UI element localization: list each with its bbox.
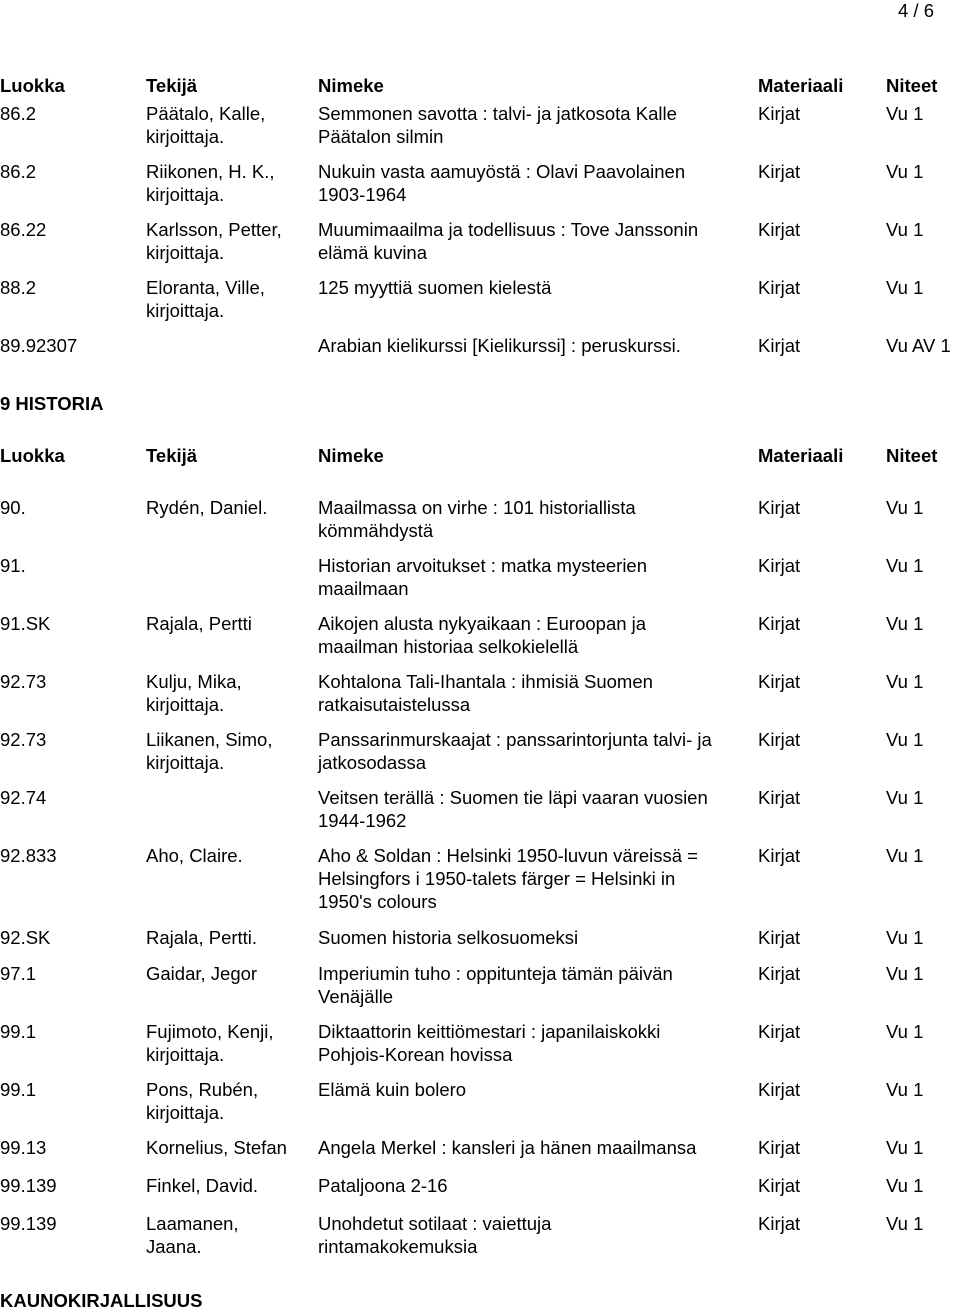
cell-nimeke: Diktaattorin keittiömestari : japanilaiskokki Pohjois-Korean hovissa (318, 1021, 661, 1065)
page-number: 4 / 6 (898, 0, 934, 21)
cell-materiaali: Kirjat (758, 927, 801, 948)
header-luokka: Luokka (0, 75, 65, 96)
cell-luokka: 99.1 (0, 1079, 37, 1100)
cell-tekija: Karlsson, Petter, kirjoittaja. (146, 219, 282, 263)
cell-luokka: 88.2 (0, 277, 37, 298)
cell-materiaali: Kirjat (758, 1021, 801, 1042)
cell-nimeke: Semmonen savotta : talvi- ja jatkosota Kalle Päätalon silmin (318, 103, 677, 147)
header-tekija: Tekijä (146, 445, 198, 466)
header-materiaali: Materiaali (758, 75, 844, 96)
cell-materiaali: Kirjat (758, 277, 801, 298)
cell-tekija: Eloranta, Ville, kirjoittaja. (146, 277, 265, 321)
cell-niteet: Vu 1 (886, 845, 924, 866)
cell-materiaali: Kirjat (758, 1213, 801, 1234)
cell-luokka: 92.74 (0, 787, 47, 808)
cell-tekija: Aho, Claire. (146, 845, 243, 866)
cell-luokka: 99.139 (0, 1175, 57, 1196)
cell-luokka: 92.SK (0, 927, 51, 948)
cell-niteet: Vu 1 (886, 1175, 924, 1196)
cell-tekija: Rajala, Pertti (146, 613, 252, 634)
header-niteet: Niteet (886, 445, 938, 466)
cell-luokka: 92.73 (0, 671, 47, 692)
cell-luokka: 91. (0, 555, 26, 576)
cell-niteet: Vu 1 (886, 219, 924, 240)
cell-materiaali: Kirjat (758, 963, 801, 984)
cell-materiaali: Kirjat (758, 613, 801, 634)
cell-materiaali: Kirjat (758, 787, 801, 808)
cell-nimeke: Historian arvoitukset : matka mysteerien maailmaan (318, 555, 648, 599)
cell-nimeke: Maailmassa on virhe : 101 historiallista kömmähdystä (318, 497, 636, 541)
header-nimeke: Nimeke (318, 445, 384, 466)
cell-luokka: 86.2 (0, 161, 37, 182)
cell-materiaali: Kirjat (758, 1079, 801, 1100)
cell-niteet: Vu 1 (886, 277, 924, 298)
cell-materiaali: Kirjat (758, 555, 801, 576)
cell-niteet: Vu 1 (886, 671, 924, 692)
cell-nimeke: Kohtalona Tali-Ihantala : ihmisiä Suomen ratkaisutaistelussa (318, 671, 653, 715)
cell-niteet: Vu 1 (886, 1213, 924, 1234)
cell-niteet: Vu 1 (886, 1021, 924, 1042)
cell-niteet: Vu 1 (886, 103, 924, 124)
cell-luokka: 86.22 (0, 219, 47, 240)
cell-tekija: Fujimoto, Kenji, kirjoittaja. (146, 1021, 274, 1065)
cell-nimeke: Aho & Soldan : Helsinki 1950-luvun väreissä = Helsingfors i 1950-talets färger = Helsinki in 1950's colours (318, 845, 698, 912)
header-tekija: Tekijä (146, 75, 198, 96)
cell-materiaali: Kirjat (758, 1175, 801, 1196)
cell-nimeke: Veitsen terällä : Suomen tie läpi vaaran vuosien 1944-1962 (318, 787, 708, 831)
cell-niteet: Vu 1 (886, 1137, 924, 1158)
cell-nimeke: Imperiumin tuho : oppitunteja tämän päivän Venäjälle (318, 963, 673, 1007)
cell-nimeke: Suomen historia selkosuomeksi (318, 927, 579, 948)
cell-nimeke: Unohdetut sotilaat : vaiettuja rintamakokemuksia (318, 1213, 552, 1257)
cell-materiaali: Kirjat (758, 335, 801, 356)
cell-tekija: Rydén, Daniel. (146, 497, 268, 518)
cell-materiaali: Kirjat (758, 103, 801, 124)
section-title-kaunokirjallisuus: KAUNOKIRJALLISUUS (0, 1290, 203, 1311)
header-nimeke: Nimeke (318, 75, 384, 96)
section-title-historia: 9 HISTORIA (0, 393, 104, 414)
cell-tekija: Riikonen, H. K., kirjoittaja. (146, 161, 275, 205)
cell-luokka: 89.92307 (0, 335, 78, 356)
cell-luokka: 99.1 (0, 1021, 37, 1042)
cell-luokka: 86.2 (0, 103, 37, 124)
cell-luokka: 92.73 (0, 729, 47, 750)
cell-materiaali: Kirjat (758, 161, 801, 182)
cell-luokka: 97.1 (0, 963, 37, 984)
cell-tekija: Laamanen, Jaana. (146, 1213, 239, 1257)
cell-niteet: Vu AV 1 (886, 335, 951, 356)
cell-nimeke: Nukuin vasta aamuyöstä : Olavi Paavolainen 1903-1964 (318, 161, 686, 205)
cell-niteet: Vu 1 (886, 555, 924, 576)
cell-nimeke: Pataljoona 2-16 (318, 1175, 448, 1196)
cell-tekija: Gaidar, Jegor (146, 963, 258, 984)
cell-niteet: Vu 1 (886, 497, 924, 518)
cell-materiaali: Kirjat (758, 219, 801, 240)
cell-tekija: Finkel, David. (146, 1175, 259, 1196)
header-niteet: Niteet (886, 75, 938, 96)
cell-niteet: Vu 1 (886, 161, 924, 182)
cell-niteet: Vu 1 (886, 729, 924, 750)
cell-luokka: 90. (0, 497, 26, 518)
cell-niteet: Vu 1 (886, 613, 924, 634)
header-materiaali: Materiaali (758, 445, 844, 466)
header-luokka: Luokka (0, 445, 65, 466)
cell-luokka: 92.833 (0, 845, 57, 866)
cell-materiaali: Kirjat (758, 1137, 801, 1158)
cell-materiaali: Kirjat (758, 497, 801, 518)
cell-tekija: Kornelius, Stefan (146, 1137, 287, 1158)
cell-luokka: 99.13 (0, 1137, 47, 1158)
cell-nimeke: Arabian kielikurssi [Kielikurssi] : peruskurssi. (318, 335, 681, 356)
cell-nimeke: 125 myyttiä suomen kielestä (318, 277, 552, 298)
cell-niteet: Vu 1 (886, 787, 924, 808)
cell-nimeke: Muumimaailma ja todellisuus : Tove Janssonin elämä kuvina (318, 219, 699, 263)
cell-tekija: Päätalo, Kalle, kirjoittaja. (146, 103, 266, 147)
cell-niteet: Vu 1 (886, 927, 924, 948)
cell-materiaali: Kirjat (758, 845, 801, 866)
cell-nimeke: Panssarinmurskaajat : panssarintorjunta talvi- ja jatkosodassa (318, 729, 712, 773)
cell-niteet: Vu 1 (886, 963, 924, 984)
cell-materiaali: Kirjat (758, 729, 801, 750)
cell-tekija: Liikanen, Simo, kirjoittaja. (146, 729, 273, 773)
cell-tekija: Pons, Rubén, kirjoittaja. (146, 1079, 259, 1123)
cell-luokka: 99.139 (0, 1213, 57, 1234)
cell-tekija: Kulju, Mika, kirjoittaja. (146, 671, 242, 715)
cell-luokka: 91.SK (0, 613, 51, 634)
cell-nimeke: Angela Merkel : kansleri ja hänen maailmansa (318, 1137, 697, 1158)
cell-tekija: Rajala, Pertti. (146, 927, 258, 948)
cell-materiaali: Kirjat (758, 671, 801, 692)
cell-nimeke: Elämä kuin bolero (318, 1079, 467, 1100)
cell-niteet: Vu 1 (886, 1079, 924, 1100)
cell-nimeke: Aikojen alusta nykyaikaan : Euroopan ja maailman historiaa selkokielellä (318, 613, 647, 657)
